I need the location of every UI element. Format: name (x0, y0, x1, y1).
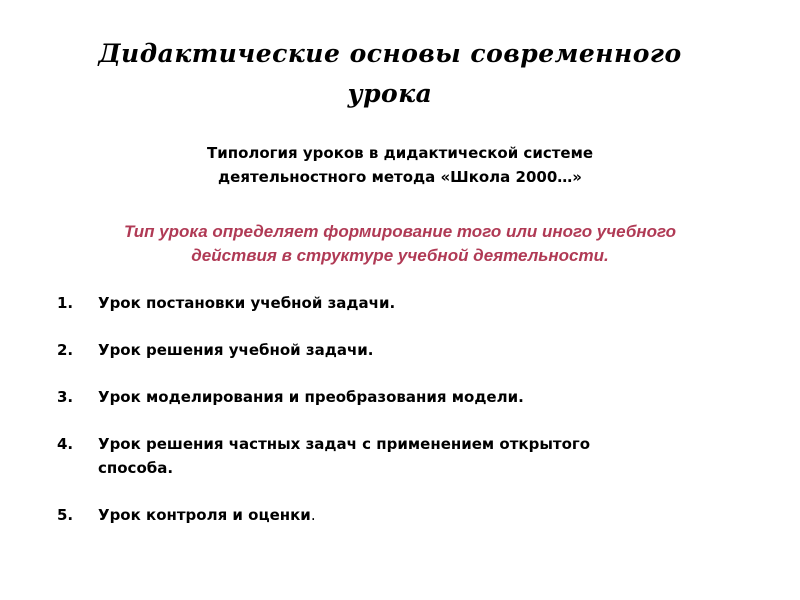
list-item (57, 385, 747, 409)
subtitle-line-1: Типология уроков в дидактической системе (206, 144, 594, 162)
subtitle-line-2: деятельностного метода «Школа 2000…» (218, 168, 582, 186)
slide-subtitle (0, 141, 800, 189)
list-item (57, 432, 747, 480)
list-item-number: 1. (57, 294, 74, 312)
list-item-text-line-2: способа. (98, 459, 174, 477)
list-item (57, 291, 747, 315)
highlight-line-1: Тип урока определяет формирование того или иного учебного (123, 222, 677, 241)
lesson-type-list (57, 291, 747, 550)
list-item-text-main: Урок контроля и оценки (98, 506, 311, 524)
slide-title (0, 34, 780, 114)
list-item-number: 4. (57, 435, 74, 453)
list-item-text: Урок моделирования и преобразования модели. (98, 388, 524, 406)
title-line-2: урока (347, 79, 433, 108)
list-item-text-period: . (310, 506, 316, 524)
list-item-text (98, 432, 747, 480)
highlight-statement (0, 220, 800, 268)
list-item-text (98, 503, 747, 527)
highlight-line-2: действия в структуре учебной деятельности. (191, 246, 609, 265)
title-line-1: Дидактические основы современного (98, 39, 682, 68)
list-item (57, 503, 747, 527)
list-item-number: 5. (57, 506, 74, 524)
list-item-text: Урок решения учебной задачи. (98, 341, 374, 359)
list-item-number: 3. (57, 388, 74, 406)
list-item-text: Урок постановки учебной задачи. (98, 294, 396, 312)
list-item-text-line-1: Урок решения частных задач с применением открытого (98, 435, 591, 453)
list-item (57, 338, 747, 362)
list-item-number: 2. (57, 341, 74, 359)
